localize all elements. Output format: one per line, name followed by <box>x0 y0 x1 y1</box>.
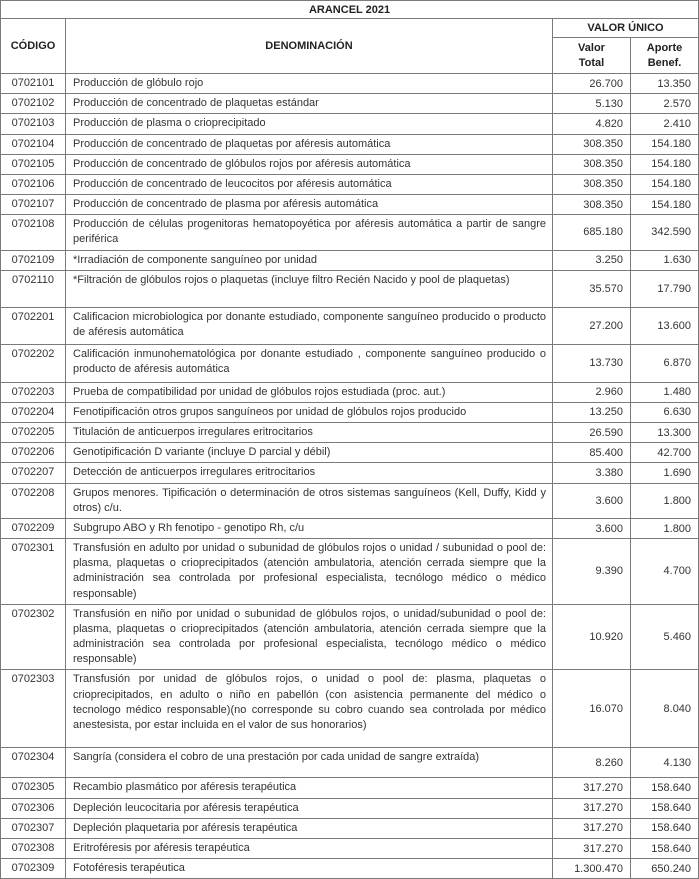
row-valor-total: 308.350 <box>553 195 631 215</box>
row-denomination: Calificacion microbiologica por donante estudiado, componente sanguíneo producido o producto de aféresis automática <box>66 307 553 344</box>
row-aporte-benef: 650.240 <box>631 859 699 879</box>
row-aporte-benef: 154.180 <box>631 174 699 194</box>
table-title-row <box>1 1 699 19</box>
row-denomination: Producción de concentrado de plasma por aféresis automática <box>66 195 553 215</box>
row-code: 0702305 <box>1 778 66 798</box>
row-valor-total: 308.350 <box>553 134 631 154</box>
row-denomination: Producción de concentrado de plaquetas por aféresis automática <box>66 134 553 154</box>
row-code: 0702103 <box>1 114 66 134</box>
table-row <box>1 307 699 344</box>
row-aporte-benef: 158.640 <box>631 838 699 858</box>
row-valor-total: 9.390 <box>553 539 631 605</box>
row-code: 0702304 <box>1 748 66 778</box>
table-row <box>1 154 699 174</box>
col-header-aporte-benef-line2: Benef. <box>647 56 682 69</box>
row-denomination: Titulación de anticuerpos irregulares eritrocitarios <box>66 423 553 443</box>
row-denomination: Producción de glóbulo rojo <box>66 74 553 94</box>
row-denomination: Fotoféresis terapéutica <box>66 859 553 879</box>
row-aporte-benef: 13.600 <box>631 307 699 344</box>
row-code: 0702207 <box>1 463 66 483</box>
header-row-main <box>1 19 699 38</box>
row-code: 0702306 <box>1 798 66 818</box>
row-valor-total: 3.380 <box>553 463 631 483</box>
row-valor-total: 27.200 <box>553 307 631 344</box>
row-valor-total: 35.570 <box>553 270 631 307</box>
row-valor-total: 1.300.470 <box>553 859 631 879</box>
row-aporte-benef: 154.180 <box>631 154 699 174</box>
row-aporte-benef: 5.460 <box>631 604 699 670</box>
row-valor-total: 3.250 <box>553 250 631 270</box>
row-denomination: Subgrupo ABO y Rh fenotipo - genotipo Rh, c/u <box>66 518 553 538</box>
row-aporte-benef: 154.180 <box>631 195 699 215</box>
row-valor-total: 85.400 <box>553 443 631 463</box>
row-denomination: Calificación inmunohematológica por donante estudiado , componente sanguíneo producido o producto de aféresis automática <box>66 344 553 382</box>
row-aporte-benef: 1.800 <box>631 518 699 538</box>
row-denomination: Producción de plasma o crioprecipitado <box>66 114 553 134</box>
col-header-valor-total-line1: Valor <box>578 41 605 54</box>
row-denomination: Producción de células progenitoras hematopoyética por aféresis automática a partir de sangre periférica <box>66 215 553 250</box>
row-valor-total: 317.270 <box>553 838 631 858</box>
row-valor-total: 317.270 <box>553 798 631 818</box>
row-aporte-benef: 4.700 <box>631 539 699 605</box>
row-code: 0702204 <box>1 402 66 422</box>
row-denomination: Producción de concentrado de leucocitos por aféresis automática <box>66 174 553 194</box>
row-denomination: Producción de concentrado de glóbulos rojos por aféresis automática <box>66 154 553 174</box>
row-valor-total: 2.960 <box>553 382 631 402</box>
row-denomination: Fenotipificación otros grupos sanguíneos por unidad de glóbulos rojos producido <box>66 402 553 422</box>
table-row <box>1 215 699 250</box>
col-header-aporte-benef-line1: Aporte <box>646 41 683 54</box>
row-aporte-benef: 1.630 <box>631 250 699 270</box>
table-row <box>1 748 699 778</box>
row-valor-total: 308.350 <box>553 174 631 194</box>
row-code: 0702110 <box>1 270 66 307</box>
table-row <box>1 134 699 154</box>
arancel-table-body <box>1 74 699 879</box>
row-denomination: Grupos menores. Tipificación o determinación de otros sistemas sanguíneos (Kell, Duffy, Kidd y otros) c/u. <box>66 483 553 518</box>
row-aporte-benef: 154.180 <box>631 134 699 154</box>
row-aporte-benef: 158.640 <box>631 798 699 818</box>
row-aporte-benef: 158.640 <box>631 778 699 798</box>
col-header-valor-total <box>553 38 631 74</box>
row-valor-total: 13.250 <box>553 402 631 422</box>
row-valor-total: 8.260 <box>553 748 631 778</box>
row-code: 0702102 <box>1 94 66 114</box>
table-row <box>1 859 699 879</box>
row-aporte-benef: 342.590 <box>631 215 699 250</box>
row-code: 0702206 <box>1 443 66 463</box>
row-aporte-benef: 17.790 <box>631 270 699 307</box>
row-aporte-benef: 1.480 <box>631 382 699 402</box>
row-aporte-benef: 2.570 <box>631 94 699 114</box>
table-row <box>1 443 699 463</box>
row-code: 0702105 <box>1 154 66 174</box>
row-aporte-benef: 13.300 <box>631 423 699 443</box>
row-denomination: Eritroféresis por aféresis terapéutica <box>66 838 553 858</box>
row-aporte-benef: 42.700 <box>631 443 699 463</box>
table-row <box>1 423 699 443</box>
row-code: 0702201 <box>1 307 66 344</box>
row-code: 0702302 <box>1 604 66 670</box>
row-code: 0702209 <box>1 518 66 538</box>
row-valor-total: 16.070 <box>553 670 631 748</box>
table-row <box>1 539 699 605</box>
table-row <box>1 94 699 114</box>
row-code: 0702307 <box>1 818 66 838</box>
row-code: 0702108 <box>1 215 66 250</box>
table-row <box>1 798 699 818</box>
row-code: 0702205 <box>1 423 66 443</box>
col-header-denominacion: DENOMINACIÓN <box>66 19 553 74</box>
row-code: 0702107 <box>1 195 66 215</box>
row-code: 0702208 <box>1 483 66 518</box>
row-denomination: Transfusión en niño por unidad o subunidad de glóbulos rojos, o unidad/subunidad o pool de: plasma, plaquetas o crioprecipitados (atención ambulatoria, atención cerrada siempre que la administración sea controlada por profesional especialista, tecnólogo médico o médico responsable) <box>66 604 553 670</box>
row-aporte-benef: 2.410 <box>631 114 699 134</box>
row-code: 0702308 <box>1 838 66 858</box>
row-aporte-benef: 158.640 <box>631 818 699 838</box>
row-denomination: *Filtración de glóbulos rojos o plaquetas (incluye filtro Recién Nacido y pool de plaquetas) <box>66 270 553 307</box>
table-row <box>1 778 699 798</box>
row-denomination: Transfusión en adulto por unidad o subunidad de glóbulos rojos o unidad / subunidad o pool de: plasma, plaquetas o crioprecipitados (atención ambulatoria, atención cerrada siempre que la administración sea controlada por profesional especialista, tecnólogo médico o médico responsable) <box>66 539 553 605</box>
row-aporte-benef: 8.040 <box>631 670 699 748</box>
row-code: 0702303 <box>1 670 66 748</box>
row-denomination: Transfusión por unidad de glóbulos rojos, o unidad o pool de: plasma, plaquetas o crioprecipitados, en adulto o niño en pabellón (con asistencia permanente del médico o tecnologo médico responsable)(no corresponde su cobro cuando sea controlada por médico anestesista, por estar incluida en el valor de sus honorarios) <box>66 670 553 748</box>
row-code: 0702202 <box>1 344 66 382</box>
table-row <box>1 114 699 134</box>
row-aporte-benef: 6.630 <box>631 402 699 422</box>
row-valor-total: 26.590 <box>553 423 631 443</box>
table-row <box>1 670 699 748</box>
col-header-valor-total-line2: Total <box>578 56 605 69</box>
row-valor-total: 685.180 <box>553 215 631 250</box>
table-title: ARANCEL 2021 <box>1 1 699 19</box>
row-denomination: Sangría (considera el cobro de una prestación por cada unidad de sangre extraída) <box>66 748 553 778</box>
table-row <box>1 518 699 538</box>
row-denomination: Detección de anticuerpos irregulares eritrocitarios <box>66 463 553 483</box>
row-aporte-benef: 1.690 <box>631 463 699 483</box>
row-valor-total: 10.920 <box>553 604 631 670</box>
row-code: 0702301 <box>1 539 66 605</box>
row-denomination: Depleción plaquetaria por aféresis terapéutica <box>66 818 553 838</box>
row-denomination: Depleción leucocitaria por aféresis terapéutica <box>66 798 553 818</box>
row-code: 0702106 <box>1 174 66 194</box>
row-valor-total: 308.350 <box>553 154 631 174</box>
row-code: 0702309 <box>1 859 66 879</box>
row-denomination: *Irradiación de componente sanguíneo por unidad <box>66 250 553 270</box>
row-code: 0702101 <box>1 74 66 94</box>
table-row <box>1 483 699 518</box>
row-aporte-benef: 4.130 <box>631 748 699 778</box>
row-aporte-benef: 13.350 <box>631 74 699 94</box>
row-code: 0702203 <box>1 382 66 402</box>
row-valor-total: 5.130 <box>553 94 631 114</box>
row-valor-total: 13.730 <box>553 344 631 382</box>
table-row <box>1 344 699 382</box>
table-row <box>1 74 699 94</box>
row-aporte-benef: 1.800 <box>631 483 699 518</box>
table-row <box>1 838 699 858</box>
row-valor-total: 4.820 <box>553 114 631 134</box>
table-row <box>1 402 699 422</box>
col-header-codigo: CÓDIGO <box>1 19 66 74</box>
table-row <box>1 463 699 483</box>
row-denomination: Producción de concentrado de plaquetas estándar <box>66 94 553 114</box>
table-row <box>1 174 699 194</box>
table-row <box>1 604 699 670</box>
row-valor-total: 317.270 <box>553 778 631 798</box>
row-valor-total: 3.600 <box>553 518 631 538</box>
row-denomination: Recambio plasmático por aféresis terapéutica <box>66 778 553 798</box>
col-header-valor-unico: VALOR ÚNICO <box>553 19 699 38</box>
col-header-aporte-benef <box>631 38 699 74</box>
table-row <box>1 250 699 270</box>
row-valor-total: 317.270 <box>553 818 631 838</box>
row-code: 0702109 <box>1 250 66 270</box>
table-row <box>1 382 699 402</box>
row-valor-total: 26.700 <box>553 74 631 94</box>
row-valor-total: 3.600 <box>553 483 631 518</box>
row-code: 0702104 <box>1 134 66 154</box>
row-denomination: Prueba de compatibilidad por unidad de glóbulos rojos estudiada (proc. aut.) <box>66 382 553 402</box>
row-denomination: Genotipificación D variante (incluye D parcial y débil) <box>66 443 553 463</box>
table-row <box>1 195 699 215</box>
table-row <box>1 818 699 838</box>
row-aporte-benef: 6.870 <box>631 344 699 382</box>
table-row <box>1 270 699 307</box>
